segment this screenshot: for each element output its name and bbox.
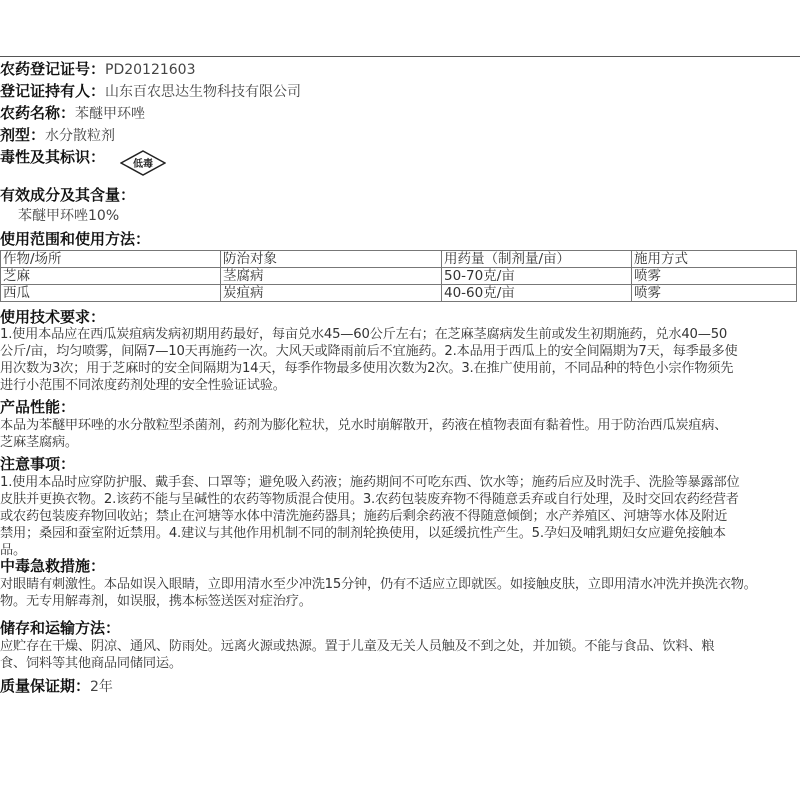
product-name-row: [0, 104, 145, 123]
usage-header-dosage: 用药量（制剂量/亩）: [442, 251, 632, 268]
performance-heading: [0, 398, 75, 417]
toxicity-row: [0, 148, 105, 167]
registration-number-label: 农药登记证号：: [0, 60, 106, 78]
first-aid-label: 中毒急救措施：: [0, 557, 106, 575]
ingredient-heading: [0, 186, 135, 205]
low-toxicity-diamond-icon: [120, 150, 166, 176]
first-aid-line: 物。无专用解毒剂，如误服，携本标签送医对症治疗。: [0, 594, 312, 609]
usage-cell-crop: 西瓜: [1, 285, 221, 302]
storage-paragraph: [0, 638, 800, 672]
usage-cell-target: 炭疽病: [221, 285, 442, 302]
usage-table: [0, 250, 797, 302]
usage-cell-dosage: 40-60克/亩: [442, 285, 632, 302]
storage-line: 食、饲料等其他商品同储同运。: [0, 656, 182, 671]
warranty-row: [0, 677, 113, 696]
technique-line: 公斤/亩，均匀喷雾，间隔7—10天再施药一次。大风天或降雨前后不宜施药。2.本品用于西瓜上的安全间隔期为7天，每季最多使: [0, 344, 738, 359]
usage-heading: [0, 230, 150, 249]
performance-line: 芝麻茎腐病。: [0, 435, 78, 450]
formulation-row: [0, 126, 115, 145]
product-name-value: 苯醚甲环唑: [75, 106, 146, 122]
precautions-paragraph: [0, 474, 800, 559]
warranty-label: 质量保证期：: [0, 677, 91, 695]
usage-header-method: 施用方式: [632, 251, 797, 268]
registration-number-row: [0, 60, 196, 79]
technique-line: 进行小范围不同浓度药剂处理的安全性验证试验。: [0, 378, 286, 393]
performance-label: 产品性能：: [0, 398, 76, 416]
first-aid-paragraph: [0, 576, 800, 610]
storage-label: 储存和运输方法：: [0, 619, 121, 637]
usage-cell-method: 喷雾: [632, 285, 797, 302]
usage-cell-crop: 芝麻: [1, 268, 221, 285]
usage-header-crop: 作物/场所: [1, 251, 221, 268]
toxicity-label: 毒性及其标识：: [0, 148, 106, 166]
precautions-heading: [0, 455, 75, 474]
precautions-label: 注意事项：: [0, 455, 76, 473]
technique-label: 使用技术要求：: [0, 308, 106, 326]
usage-cell-dosage: 50-70克/亩: [442, 268, 632, 285]
performance-line: 本品为苯醚甲环唑的水分散粒型杀菌剂，药剂为膨化粒状，兑水时崩解散开，药液在植物表面有黏着性。用于防治西瓜炭疽病、: [0, 418, 728, 433]
usage-cell-target: 茎腐病: [221, 268, 442, 285]
first-aid-line: 对眼睛有刺激性。本品如误入眼睛，立即用清水至少冲洗15分钟，仍有不适应立即就医。如接触皮肤，立即用清水冲洗并换洗衣物。: [0, 577, 757, 592]
precautions-line: 或农药包装废弃物回收站；禁止在河塘等水体中清洗施药器具；施药后剩余药液不得随意倾倒；水产养殖区、河塘等水体及附近: [0, 509, 728, 524]
usage-label: 使用范围和使用方法：: [0, 230, 151, 248]
technique-paragraph: [0, 326, 800, 394]
ingredient-label: 有效成分及其含量：: [0, 186, 136, 204]
ingredient-value-row: [18, 207, 119, 225]
holder-label: 登记证持有人：: [0, 82, 106, 100]
formulation-value: 水分散粒剂: [45, 128, 116, 144]
holder-value: 山东百农思达生物科技有限公司: [105, 84, 302, 100]
storage-line: 应贮存在干燥、阴凉、通风、防雨处。远离火源或热源。置于儿童及无关人员触及不到之处，并加锁。不能与食品、饮料、粮: [0, 639, 715, 654]
technique-heading: [0, 308, 105, 327]
product-name-label: 农药名称：: [0, 104, 76, 122]
warranty-value: 2年: [90, 679, 113, 695]
first-aid-heading: [0, 557, 105, 576]
registration-number-value: PD20121603: [105, 62, 196, 78]
technique-line: 用次数为3次；用于芝麻时的安全间隔期为14天，每季作物最多使用次数为2次。3.在推广使用前，不同品种的特色小宗作物须先: [0, 361, 734, 376]
ingredient-value: 苯醚甲环唑10%: [18, 208, 120, 224]
technique-line: 1.使用本品应在西瓜炭疽病发病初期用药最好，每亩兑水45—60公斤左右；在芝麻茎腐病发生前或发生初期施药，兑水40—50: [0, 327, 728, 342]
formulation-label: 剂型：: [0, 126, 46, 144]
precautions-line: 皮肤并更换衣物。2.该药不能与呈碱性的农药等物质混合使用。3.农药包装废弃物不得随意丢弃或自行处理，及时交回农药经营者: [0, 492, 739, 507]
toxicity-badge-text: 低毒: [133, 159, 153, 170]
precautions-line: 禁用；桑园和蚕室附近禁用。4.建议与其他作用机制不同的制剂轮换使用，以延缓抗性产生。5.孕妇及哺乳期妇女应避免接触本: [0, 526, 726, 541]
storage-heading: [0, 619, 120, 638]
performance-paragraph: [0, 417, 800, 451]
table-row: [1, 285, 797, 302]
precautions-line: 1.使用本品时应穿防护服、戴手套、口罩等；避免吸入药液；施药期间不可吃东西、饮水等；施药后应及时洗手、洗脸等暴露部位: [0, 475, 740, 490]
table-row: [1, 268, 797, 285]
holder-row: [0, 82, 301, 101]
usage-header-target: 防治对象: [221, 251, 442, 268]
pesticide-label-document: [0, 56, 800, 57]
precautions-line: 品。: [0, 543, 26, 558]
usage-cell-method: 喷雾: [632, 268, 797, 285]
usage-table-header-row: [1, 251, 797, 268]
